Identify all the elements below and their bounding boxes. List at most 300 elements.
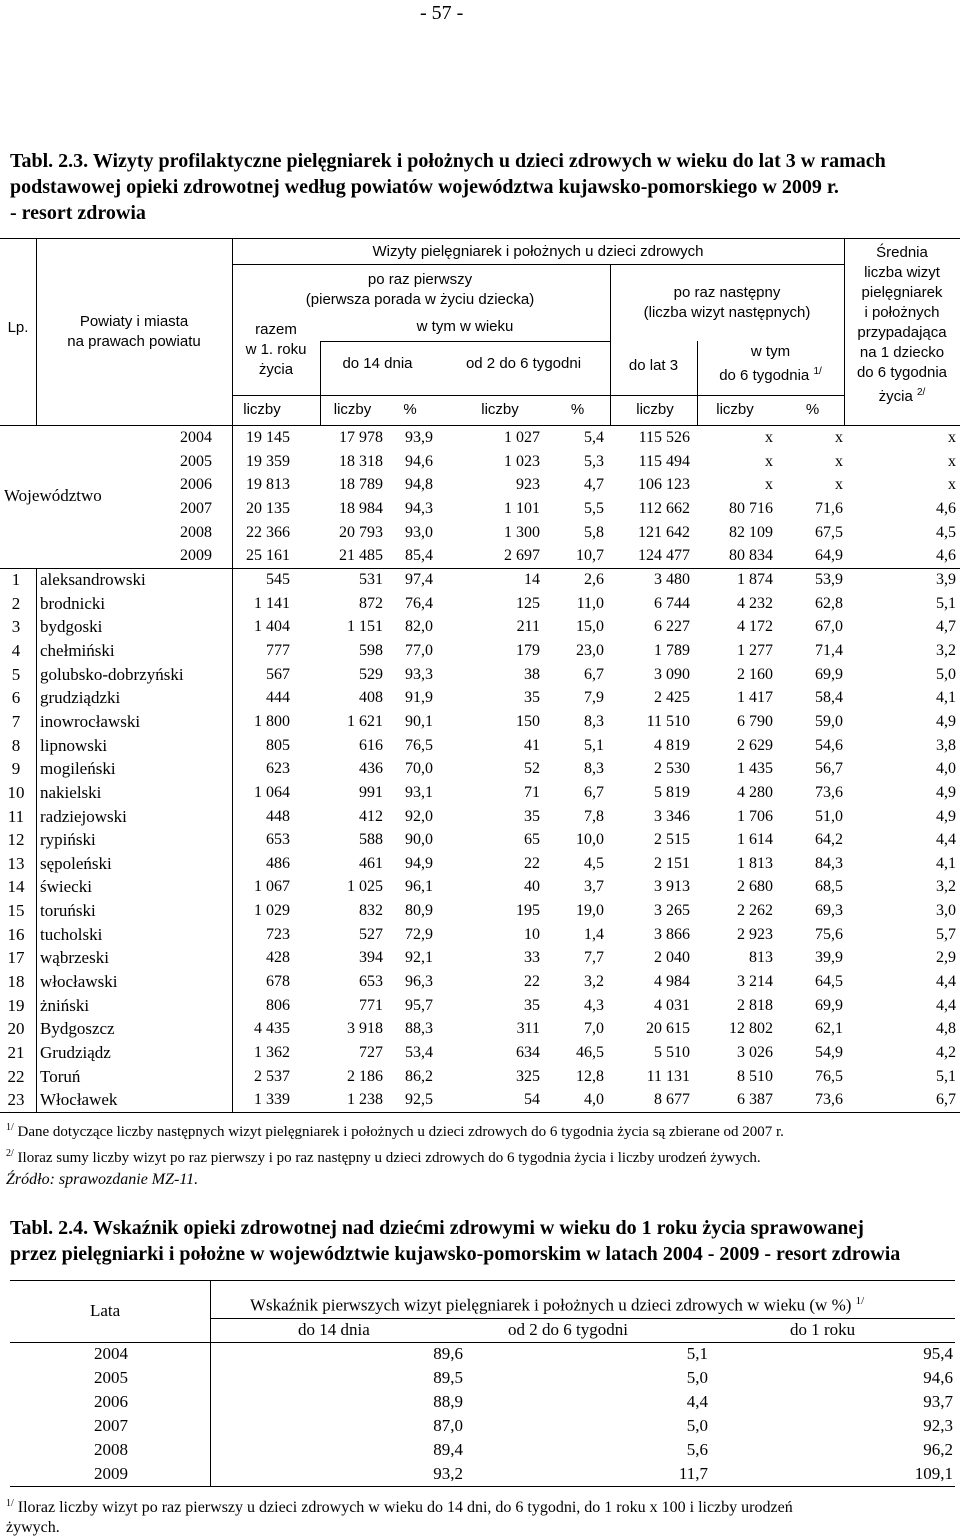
table-cell: 2 537 — [254, 1067, 290, 1085]
table-cell: 53,4 — [405, 1044, 433, 1062]
table-cell: 5,5 — [584, 499, 604, 517]
table-row — [0, 781, 960, 805]
table-cell: 20 135 — [246, 499, 290, 517]
header-line: pielęgniarek — [861, 284, 943, 301]
table1-title — [10, 148, 955, 226]
table-cell: 3 913 — [654, 878, 690, 896]
header-line: na 1 dziecko — [859, 344, 945, 361]
table-cell: 4,9 — [936, 807, 956, 825]
header-dolat3: do lat 3 — [628, 357, 679, 374]
table-cell: 68,5 — [815, 878, 843, 896]
table-cell: 394 — [359, 949, 383, 967]
table-cell: 46,5 — [576, 1044, 604, 1062]
powiat-name: grudziądzki — [40, 688, 121, 708]
lp-cell: 23 — [7, 1090, 25, 1110]
title-line: - resort zdrowia — [10, 202, 146, 224]
unit-label: liczby — [636, 401, 674, 418]
footnote-1 — [6, 1118, 784, 1142]
table-cell: 6 227 — [654, 618, 690, 636]
table-cell: 2 515 — [654, 831, 690, 849]
footnote-line — [6, 1494, 946, 1518]
lp-cell: 18 — [7, 972, 25, 992]
table-cell: 75,6 — [815, 925, 843, 943]
table-row — [0, 1088, 960, 1112]
table-row — [10, 1438, 955, 1462]
year-cell: 2009 — [180, 547, 212, 565]
footnote-mark: 1/ — [6, 1122, 14, 1133]
table-cell: 12,8 — [576, 1067, 604, 1085]
table-cell: 211 — [516, 618, 540, 636]
table-row — [0, 663, 960, 687]
table-row — [10, 1366, 955, 1390]
table-cell: 598 — [359, 641, 383, 659]
table-cell: 1 874 — [737, 570, 773, 588]
table-cell: 4,7 — [936, 618, 956, 636]
powiat-name: toruński — [40, 901, 96, 921]
table-cell: 25 161 — [246, 547, 290, 565]
table-cell: 33 — [524, 949, 540, 967]
lp-cell: 16 — [7, 924, 25, 944]
year-cell: 2008 — [94, 1440, 128, 1459]
table-cell: 96,1 — [405, 878, 433, 896]
table-cell: 7,0 — [584, 1020, 604, 1038]
year-cell: 2005 — [180, 452, 212, 470]
powiat-name: włocławski — [40, 972, 118, 992]
table-cell: 67,5 — [815, 523, 843, 541]
powiat-name: chełmiński — [40, 640, 115, 660]
table-cell: 3 090 — [654, 665, 690, 683]
table-cell: 461 — [359, 854, 383, 872]
powiat-name: inowrocławski — [40, 711, 141, 731]
table-cell: 1 813 — [737, 854, 773, 872]
table-cell: 3 214 — [737, 973, 773, 991]
table-cell: 53,9 — [815, 570, 843, 588]
table-cell: 4 280 — [737, 783, 773, 801]
unit-label: liczby — [481, 401, 519, 418]
rule — [232, 264, 844, 265]
table-row — [0, 497, 960, 521]
table-cell: 5,1 — [936, 1067, 956, 1085]
table-cell: 18 318 — [339, 452, 383, 470]
table-cell: 4,6 — [936, 499, 956, 517]
table-cell: 872 — [359, 594, 383, 612]
table-cell: 623 — [266, 760, 290, 778]
table-cell: 89,5 — [433, 1368, 463, 1387]
table-cell: 2 680 — [737, 878, 773, 896]
table-cell: 1 435 — [737, 760, 773, 778]
header-text: Wskaźnik pierwszych wizyt pielęgniarek i położnych u dzieci zdrowych w wieku (w %) — [250, 1295, 852, 1315]
table-cell: 5 819 — [654, 783, 690, 801]
table-cell: 19 359 — [246, 452, 290, 470]
table-row — [10, 1342, 955, 1366]
table-cell: 616 — [359, 736, 383, 754]
table-cell: 3 918 — [347, 1020, 383, 1038]
table-row — [0, 899, 960, 923]
table-row — [0, 875, 960, 899]
table-cell: 6 387 — [737, 1091, 773, 1109]
table-cell: 10 — [524, 925, 540, 943]
table-cell: 76,5 — [405, 736, 433, 754]
table-cell: 923 — [516, 476, 540, 494]
table-cell: 12 802 — [729, 1020, 773, 1038]
table-cell: 1 277 — [737, 641, 773, 659]
table-cell: 20 615 — [646, 1020, 690, 1038]
table-cell: 71,6 — [815, 499, 843, 517]
lp-cell: 5 — [11, 664, 21, 684]
table-cell: 3 866 — [654, 925, 690, 943]
table-cell: 3,2 — [936, 878, 956, 896]
table-cell: 2 040 — [654, 949, 690, 967]
table-cell: 124 477 — [638, 547, 690, 565]
powiat-name: tucholski — [40, 924, 103, 944]
header-w-tym-w-wieku: w tym w wieku — [416, 318, 514, 335]
table-cell: 62,8 — [815, 594, 843, 612]
lp-cell: 14 — [7, 877, 25, 897]
lp-cell: 3 — [11, 617, 21, 637]
powiat-name: Bydgoszcz — [40, 1019, 115, 1039]
table-cell: 6 744 — [654, 594, 690, 612]
table-cell: 8 510 — [737, 1067, 773, 1085]
header-razem — [232, 320, 320, 380]
table-cell: 5,0 — [936, 665, 956, 683]
table-cell: 92,1 — [405, 949, 433, 967]
unit-label: % — [403, 401, 417, 418]
table-cell: 5,8 — [584, 523, 604, 541]
table-row — [0, 473, 960, 497]
table-cell: 88,3 — [405, 1020, 433, 1038]
table-cell: 54,6 — [815, 736, 843, 754]
table-cell: 92,0 — [405, 807, 433, 825]
table-cell: 125 — [516, 594, 540, 612]
table-cell: 59,0 — [815, 712, 843, 730]
table-row — [0, 757, 960, 781]
table-cell: 11,7 — [678, 1464, 708, 1483]
table-cell: 5,1 — [936, 594, 956, 612]
header-line: Powiaty i miasta — [79, 313, 189, 330]
table-cell: 3 265 — [654, 902, 690, 920]
table-cell: 19 145 — [246, 429, 290, 446]
table-cell: 4 819 — [654, 736, 690, 754]
table-cell: 531 — [359, 570, 383, 588]
powiat-name: aleksandrowski — [40, 569, 146, 589]
table-cell: 1 300 — [504, 523, 540, 541]
table-cell: 94,6 — [405, 452, 433, 470]
lp-cell: 4 — [11, 640, 21, 660]
table-cell: x — [835, 452, 843, 470]
table-cell: 428 — [266, 949, 290, 967]
table-cell: 1 067 — [254, 878, 290, 896]
table-cell: 86,2 — [405, 1067, 433, 1085]
table-cell: 5,4 — [584, 429, 604, 446]
table-cell: 64,2 — [815, 831, 843, 849]
table-cell: 588 — [359, 831, 383, 849]
header-line: do 6 tygodnia — [856, 364, 948, 381]
table-cell: 1 151 — [347, 618, 383, 636]
footnote-text: Iloraz liczby wizyt po raz pierwszy u dzieci zdrowych w wieku do 14 dni, do 6 tygodni, do 1 roku x 100 i liczby urodzeń — [17, 1499, 793, 1516]
table-cell: 408 — [359, 689, 383, 707]
table-cell: 65 — [524, 831, 540, 849]
page-number: - 57 - — [420, 2, 464, 24]
table-cell: 89,4 — [433, 1440, 463, 1459]
powiat-name: żniński — [40, 995, 90, 1015]
table-cell: 4,7 — [584, 476, 604, 494]
table-cell: 69,9 — [815, 996, 843, 1014]
table-cell: 653 — [359, 973, 383, 991]
table-cell: 653 — [266, 831, 290, 849]
header-w-tym — [697, 342, 844, 386]
table-row — [0, 521, 960, 545]
table-cell: 1 417 — [737, 689, 773, 707]
table-cell: 1 025 — [347, 878, 383, 896]
table-cell: 150 — [516, 712, 540, 730]
footnote-mark: 2/ — [917, 387, 926, 398]
table-row — [0, 710, 960, 734]
table-cell: 195 — [516, 902, 540, 920]
header-line: po raz pierwszy — [367, 271, 473, 288]
table-cell: 1 029 — [254, 902, 290, 920]
header-line — [844, 383, 960, 407]
table-row — [10, 1414, 955, 1438]
table-cell: 10,0 — [576, 831, 604, 849]
table-cell: 95,4 — [923, 1344, 953, 1363]
table-cell: 41 — [524, 736, 540, 754]
table-cell: x — [765, 476, 773, 494]
table-row — [10, 1390, 955, 1414]
table-cell: 106 123 — [638, 476, 690, 494]
powiat-name: bydgoski — [40, 617, 103, 637]
table2-footnote — [6, 1494, 946, 1538]
rule — [232, 426, 233, 1112]
table-cell: 76,5 — [815, 1067, 843, 1085]
table-cell: 94,9 — [405, 854, 433, 872]
table-cell: 6,7 — [936, 1091, 956, 1109]
table-row — [0, 923, 960, 947]
table-cell: 87,0 — [433, 1416, 463, 1435]
lp-cell: 8 — [11, 735, 21, 755]
table-row — [0, 1065, 960, 1089]
table-cell: 15,0 — [576, 618, 604, 636]
lp-cell: 6 — [11, 688, 21, 708]
footnote-line: żywych. — [6, 1519, 60, 1536]
unit-label: liczby — [333, 401, 372, 418]
title-line: Tabl. 2.4. Wskaźnik opieki zdrowotnej nad dziećmi zdrowymi w wieku do 1 roku życia sprawowanej — [10, 1217, 864, 1239]
wojewodztwo-label: Województwo — [4, 486, 102, 505]
table-cell: 77,0 — [405, 641, 433, 659]
lp-cell: 9 — [11, 759, 21, 779]
powiat-name: rypiński — [40, 830, 96, 850]
table-cell: 19 813 — [246, 476, 290, 494]
footnote-mark: 1/ — [855, 1295, 865, 1307]
table-cell: 54,9 — [815, 1044, 843, 1062]
table-cell: 54 — [524, 1091, 540, 1109]
table-cell: 109,1 — [914, 1464, 953, 1483]
table-cell: 1 614 — [737, 831, 773, 849]
table-cell: 93,7 — [923, 1392, 953, 1411]
table-cell: 5,0 — [686, 1416, 708, 1435]
table-cell: 5,1 — [686, 1344, 708, 1363]
table-cell: 11 131 — [646, 1067, 690, 1085]
table-cell: 38 — [524, 665, 540, 683]
table-cell: 2,6 — [584, 570, 604, 588]
header-wizyty: Wizyty pielęgniarek i położnych u dzieci zdrowych — [372, 243, 704, 260]
powiat-name: golubsko-dobrzyński — [40, 664, 184, 684]
table-cell: 1 238 — [347, 1091, 383, 1109]
table-cell: 8,3 — [584, 760, 604, 778]
lp-cell: 17 — [7, 948, 25, 968]
table-cell: 771 — [359, 996, 383, 1014]
table-cell: 70,0 — [405, 760, 433, 778]
table-cell: 58,4 — [815, 689, 843, 707]
powiat-name: wąbrzeski — [40, 948, 109, 968]
header-pierwszy — [290, 270, 550, 310]
table-cell: 91,9 — [405, 689, 433, 707]
lp-cell: 11 — [7, 806, 25, 826]
table-cell: 1 789 — [654, 641, 690, 659]
header-od2do6: od 2 do 6 tygodni — [465, 355, 582, 372]
table-row — [0, 686, 960, 710]
footnote-mark: 1/ — [813, 366, 822, 377]
unit-label: liczby — [243, 401, 281, 418]
table-cell: 64,5 — [815, 973, 843, 991]
header-line: Średnia — [876, 244, 928, 261]
header-line: razem — [255, 321, 297, 338]
year-cell: 2006 — [180, 476, 212, 494]
table-cell: 85,4 — [405, 547, 433, 565]
table-cell: 1 621 — [347, 712, 383, 730]
table-cell: 22 — [524, 854, 540, 872]
table-row — [0, 544, 960, 568]
table-cell: x — [948, 452, 956, 470]
lp-cell: 13 — [7, 853, 25, 873]
table-cell: 3 480 — [654, 570, 690, 588]
table-cell: 7,9 — [584, 689, 604, 707]
table-cell: 18 984 — [339, 499, 383, 517]
table-cell: 40 — [524, 878, 540, 896]
table-cell: 94,3 — [405, 499, 433, 517]
table-cell: 678 — [266, 973, 290, 991]
table-cell: 17 978 — [339, 429, 383, 446]
lp-cell: 10 — [7, 782, 25, 802]
table-cell: 72,9 — [405, 925, 433, 943]
powiat-name: mogileński — [40, 759, 116, 779]
table-row — [0, 994, 960, 1018]
table-cell: 436 — [359, 760, 383, 778]
table-cell: 80,9 — [405, 902, 433, 920]
header-line: po raz następny — [673, 284, 781, 301]
table-cell: 5 510 — [654, 1044, 690, 1062]
year-cell: 2005 — [94, 1368, 128, 1387]
table-cell: 311 — [516, 1020, 540, 1038]
footnote-text: Dane dotyczące liczby następnych wizyt pielęgniarek i położnych u dzieci zdrowych do 6 tygodnia życia są zbierane od 2007 r. — [17, 1124, 784, 1140]
table-cell: 4,9 — [936, 712, 956, 730]
table-cell: 11,0 — [576, 594, 604, 612]
lp-cell: 21 — [7, 1043, 25, 1063]
table-cell: 2 923 — [737, 925, 773, 943]
table-cell: x — [948, 429, 956, 446]
powiat-name: Włocławek — [40, 1090, 118, 1110]
table-cell: 1 706 — [737, 807, 773, 825]
table-cell: 813 — [749, 949, 773, 967]
table-cell: 67,0 — [815, 618, 843, 636]
table-row — [0, 1017, 960, 1041]
table-cell: 1 064 — [254, 783, 290, 801]
table2 — [10, 1280, 955, 1486]
table-cell: 2 818 — [737, 996, 773, 1014]
lp-cell: 1 — [11, 569, 21, 589]
title-line: podstawowej opieki zdrowotnej według powiatów województwa kujawsko-pomorskiego w 2009 r. — [10, 176, 839, 198]
table-cell: 80 834 — [729, 547, 773, 565]
year-cell: 2009 — [94, 1464, 128, 1483]
table-cell: 4,5 — [584, 854, 604, 872]
header-line: w tym — [750, 343, 791, 360]
table-cell: 2 697 — [504, 547, 540, 565]
table-cell: 51,0 — [815, 807, 843, 825]
table-cell: 93,3 — [405, 665, 433, 683]
unit-label: % — [570, 401, 585, 418]
header-line: na prawach powiatu — [67, 333, 201, 350]
table-row — [0, 592, 960, 616]
table-cell: 35 — [524, 996, 540, 1014]
table-cell: 84,3 — [815, 854, 843, 872]
year-cell: 2006 — [94, 1392, 128, 1411]
table-cell: 325 — [516, 1067, 540, 1085]
table-cell: 90,0 — [405, 831, 433, 849]
table-row — [0, 450, 960, 474]
table-cell: 448 — [266, 807, 290, 825]
lp-cell: 2 — [11, 593, 21, 613]
table-cell: 64,9 — [815, 547, 843, 565]
table-cell: 93,1 — [405, 783, 433, 801]
table-cell: 727 — [359, 1044, 383, 1062]
year-cell: 2008 — [180, 523, 212, 541]
table-cell: 4,4 — [936, 996, 956, 1014]
table-row — [0, 639, 960, 663]
header-text: życia — [878, 388, 913, 405]
table-cell: 2 530 — [654, 760, 690, 778]
table-cell: 76,4 — [405, 594, 433, 612]
table-cell: 2 186 — [347, 1067, 383, 1085]
table-cell: 35 — [524, 689, 540, 707]
header-line: w 1. roku — [245, 341, 307, 358]
table-cell: 93,2 — [433, 1464, 463, 1483]
table-cell: 94,6 — [923, 1368, 953, 1387]
header-line: życia — [258, 361, 294, 378]
header-text: do 6 tygodnia — [719, 367, 810, 384]
unit-label: % — [805, 401, 820, 418]
table-cell: 95,7 — [405, 996, 433, 1014]
table-row — [10, 1462, 955, 1486]
table-cell: 5,6 — [686, 1440, 708, 1459]
unit-label: liczby — [716, 401, 754, 418]
header-col: do 1 roku — [790, 1320, 856, 1339]
rule — [0, 568, 960, 569]
table-cell: 23,0 — [576, 641, 604, 659]
table-cell: 4 435 — [254, 1020, 290, 1038]
table-cell: 93,9 — [405, 429, 433, 446]
table-row — [0, 852, 960, 876]
powiat-name: świecki — [40, 877, 92, 897]
table-cell: 1 027 — [504, 429, 540, 446]
table-cell: 21 485 — [339, 547, 383, 565]
header-line: przypadająca — [857, 324, 947, 341]
table-cell: 4,4 — [936, 973, 956, 991]
table-cell: 2 425 — [654, 689, 690, 707]
header-powiaty — [36, 312, 232, 352]
table-cell: 7,8 — [584, 807, 604, 825]
table-cell: 1 800 — [254, 712, 290, 730]
year-cell: 2004 — [180, 429, 212, 446]
header-srednia — [844, 243, 960, 407]
